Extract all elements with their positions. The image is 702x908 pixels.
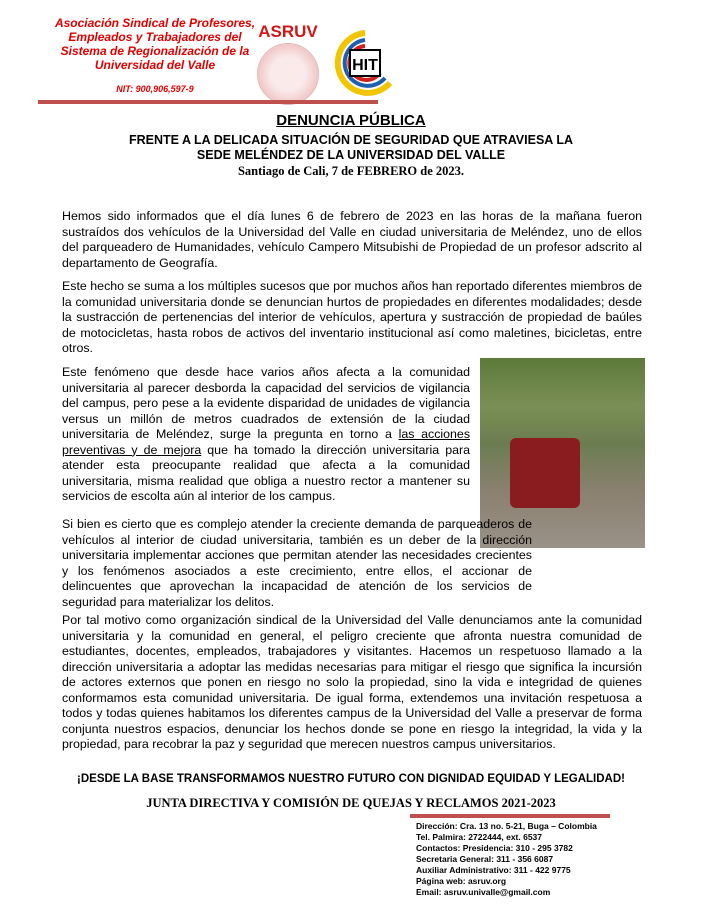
contact-presidency: Contactos: Presidencia: 310 - 295 3782 <box>416 843 573 853</box>
vehicle-image <box>510 438 580 508</box>
contact-phone: Tel. Palmira: 2722444, ext. 6537 <box>416 832 543 842</box>
paragraph-1: Hemos sido informados que el día lunes 6 de febrero de 2023 en las horas de la mañana fueron sustraídos dos vehículos de la Universidad del Valle en ciudad universitaria de Meléndez, uno de ellos del parqueadero de Humanidades, vehículo Campero Mitsubishi de Propiedad de un profesor adscrito al departamento de Geografía. <box>62 209 642 270</box>
contact-website: Página web: asruv.org <box>416 876 507 886</box>
paragraph-5: Por tal motivo como organización sindical de la Universidad del Valle denunciamos ante la comunidad universitaria y la comunidad en general, el peligro creciente que afronta nuestra comunidad de estudiantes, docentes, empleados, trabajadores y visitantes. Hacemos un respetuoso llamado a la dirección universitaria a adoptar las medidas necesarias para mitigar el riesgo que significa la incursión de actores externos que ponen en riesgo no solo la propiedad, sino la vida e integridad de quienes conformamos esta comunidad universitaria. De igual forma, extendemos una invitación respetuosa a todos y todas quienes habitamos los diferentes campus de la Universidad del Valle a preservar de forma conjunta nuestros espacios, denunciar los hechos donde se pone en riesgo la integridad, la vida y la propiedad, para recobrar la paz y seguridad que merecen nuestros campus universitarios. <box>62 613 642 751</box>
p3-text-b: que ha tomado la dirección universitaria para atender esta preocupante realidad que afecta a la comunidad universitaria, misma realidad que obliga a nuestro rector a mantener su servicios de escolta aún al interior de los campus. <box>62 442 470 503</box>
page-title: DENUNCIA PÚBLICA <box>276 112 426 129</box>
slogan: ¡DESDE LA BASE TRANSFORMAMOS NUESTRO FUTURO CON DIGNIDAD EQUIDAD Y LEGALIDAD! <box>77 773 625 785</box>
header-divider <box>38 100 378 104</box>
date-line: Santiago de Cali, 7 de FEBRERO de 2023. <box>237 164 465 178</box>
union-logo <box>330 28 400 98</box>
contact-assistant: Auxiliar Administrativo: 311 - 422 9775 <box>416 865 571 875</box>
footer-divider <box>410 814 610 818</box>
paragraph-4: Si bien es cierto que es complejo atender la creciente demanda de parqueaderos de vehículos al interior de ciudad universitaria, también es un deber de la dirección universitaria implementar acciones que permitan atender las necesidades crecientes y los fenómenos asociados a este crecimiento, entre ellos, el accionar de delincuentes que aprovechan la incapacidad de atención de los servicios de seguridad para materializar los delitos. <box>62 517 532 609</box>
signature: JUNTA DIRECTIVA Y COMISIÓN DE QUEJAS Y RECLAMOS 2021-2023 <box>146 796 556 810</box>
paragraph-2: Este hecho se suma a los múltiples sucesos que por muchos años han reportado diferentes miembros de la comunidad universitaria donde se denuncian hurtos de propiedades en diferentes modalidades; desde la sustracción de pertenencias del interior de vehículos, apertura y sustracción de propiedad de baúles de motocicletas, hasta robos de activos del inventario institucional así como maletines, bicicletas, entre otros. <box>62 279 642 355</box>
contact-address: Dirección: Cra. 13 no. 5-21, Buga – Colombia <box>416 821 597 831</box>
seal-icon <box>257 43 319 105</box>
logo2-text: HIT <box>352 57 378 74</box>
nit: NIT: 900,906,597-9 <box>116 84 194 94</box>
page-subtitle <box>0 133 702 163</box>
org-name: Asociación Sindical de Profesores, Empleados y Trabajadores del Sistema de Regionalización de la Universidad del Valle <box>54 16 256 72</box>
contact-secretary: Secretaria General: 311 - 356 6087 <box>416 854 554 864</box>
contact-info <box>416 821 597 898</box>
p3-text-a: Este fenómeno que desde hace varios años afecta a la comunidad universitaria al parecer desborda la capacidad del servicios de vigilancia del campus, pero pese a la evidente disparidad de unidades de vigilancia versus un millón de metros cuadrados de extensión de la ciudad universitaria de Meléndez, surge la pregunta en torno a <box>62 365 470 441</box>
asruv-logo-text: ASRUV <box>258 22 318 41</box>
asruv-logo <box>256 22 320 106</box>
contact-email: Email: asruv.univalle@gmail.com <box>416 887 551 897</box>
subtitle-text: FRENTE A LA DELICADA SITUACIÓN DE SEGURIDAD QUE ATRAVIESA LA SEDE MELÉNDEZ DE LA UNIVERSIDAD DEL VALLE <box>129 133 573 162</box>
p3-underlined: las acciones preventivas y de mejora <box>62 427 471 457</box>
paragraph-3 <box>62 365 470 505</box>
